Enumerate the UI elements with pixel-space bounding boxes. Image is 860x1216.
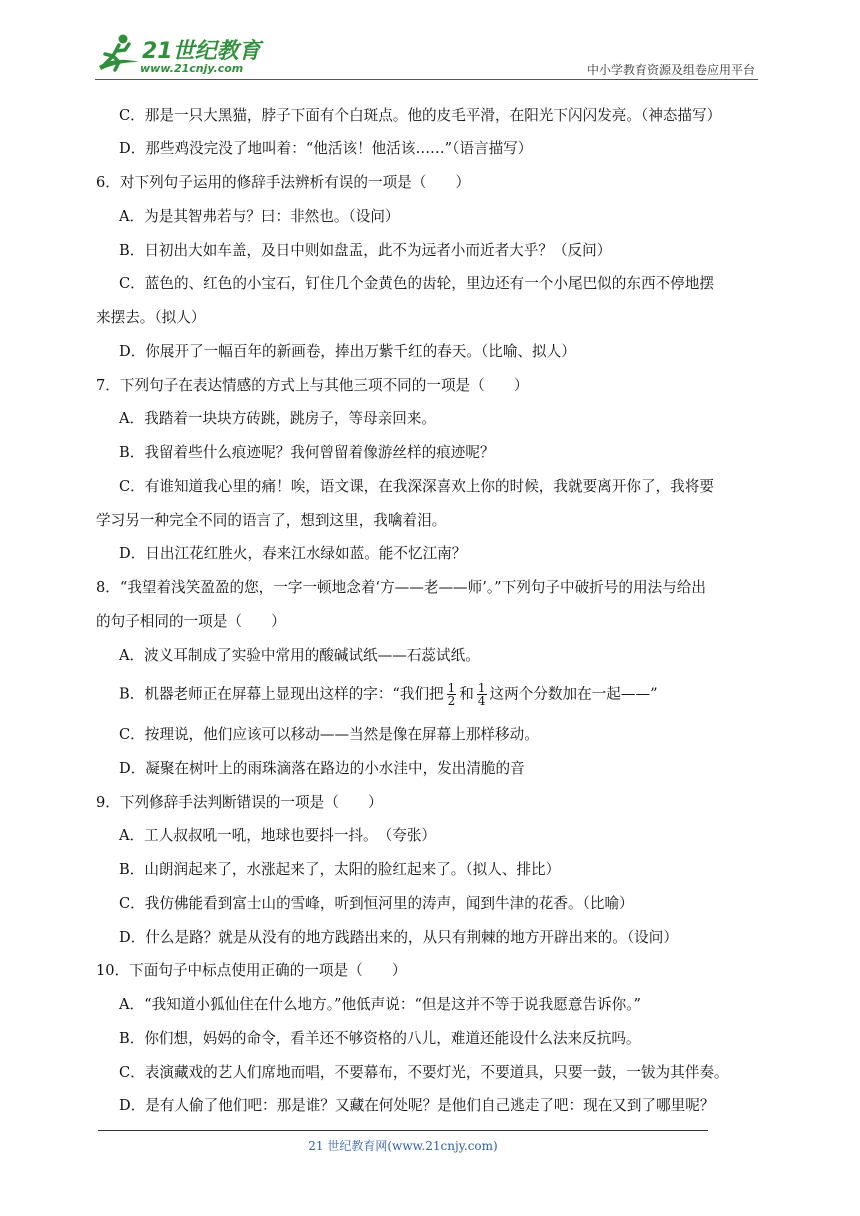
option-line: D．什么是路？就是从没有的地方践踏出来的，从只有荆棘的地方开辟出来的。（设问）: [119, 929, 678, 946]
option-line: A．“我知道小狐仙住在什么地方。”他低声说：“但是这并不等于说我愿意告诉你。”: [119, 996, 641, 1013]
option-b-suffix: 这两个分数加在一起——”: [489, 685, 658, 703]
option-line: C．按理说，他们应该可以移动——当然是像在屏幕上那样移动。: [119, 726, 539, 743]
option-line: B．山朗润起来了，水涨起来了，太阳的脸红起来了。（拟人、排比）: [119, 861, 561, 878]
question-stem: 9．下列修辞手法判断错误的一项是（ ）: [96, 794, 383, 811]
option-b-mid: 和: [459, 685, 474, 703]
option-line: D．你展开了一幅百年的新画卷，捧出万紫千红的春天。（比喻、拟人）: [119, 343, 576, 360]
text-line: D．那些鸡没完没了地叫着：“他活该！他活该……”（语言描写）: [119, 140, 533, 157]
logo-text: 21世纪教育: [142, 39, 261, 64]
option-line: C．表演藏戏的艺人们席地而唱，不要幕布，不要灯光，不要道具，只要一鼓，一钹为其伴奏。: [119, 1064, 729, 1081]
option-b-prefix: B．机器老师正在屏幕上显现出这样的字：“我们把: [119, 685, 444, 703]
option-line: D．凝聚在树叶上的雨珠滴落在路边的小水洼中，发出清脆的音: [119, 760, 525, 777]
option-line-fractions: [119, 682, 658, 707]
option-line: A．我踏着一块块方砖跳，跳房子，等母亲回来。: [119, 410, 437, 427]
option-line: C．蓝色的、红色的小宝石，钉住几个金黄色的齿轮，里边还有一个小尾巴似的东西不停地摆: [119, 275, 714, 292]
platform-tagline: 中小学教育资源及组卷应用平台: [586, 63, 755, 77]
question-stem: 6．对下列句子运用的修辞手法辨析有误的一项是（ ）: [96, 174, 471, 191]
option-line: A．为是其智弗若与？曰：非然也。（设问）: [119, 208, 400, 225]
question-stem: 10．下面句子中标点使用正确的一项是（ ）: [96, 962, 407, 979]
option-line: C．有谁知道我心里的痛！唉，语文课，在我深深喜欢上你的时候，我就要离开你了，我将要: [119, 478, 714, 495]
question-stem: 8．“我望着浅笑盈盈的您，一字一顿地念着‘方——老——师’。”下列句子中破折号的用法与给出: [96, 579, 706, 596]
option-line-continued: 来摆去。（拟人）: [96, 309, 206, 326]
fraction-one-half: $\frac{1}{2}$: [447, 681, 456, 708]
site-logo[interactable]: [95, 30, 265, 82]
option-line: D．日出江花红胜火，春来江水绿如蓝。能不忆江南？: [119, 545, 467, 562]
option-line: A．工人叔叔吼一吼，地球也要抖一抖。 （夸张）: [119, 827, 437, 844]
question-stem-continued: 的句子相同的一项是（ ）: [96, 613, 286, 630]
page-footer[interactable]: 21 世纪教育网(www.21cnjy.com): [308, 1139, 498, 1153]
option-line-continued: 学习另一种完全不同的语言了，想到这里，我噙着泪。: [96, 512, 447, 529]
option-line: B．你们想，妈妈的命令，看羊还不够资格的八儿，难道还能设什么法来反抗吗。: [119, 1030, 641, 1047]
question-stem: 7．下列句子在表达情感的方式上与其他三项不同的一项是（ ）: [96, 377, 529, 394]
option-line: B．日初出大如车盖，及日中则如盘盂，此不为远者小而近者大乎？（反问）: [119, 242, 612, 259]
runner-logo-icon: [95, 32, 145, 78]
option-line: A．波义耳制成了实验中常用的酸碱试纸——石蕊试纸。: [119, 647, 480, 664]
option-line: B．我留着些什么痕迹呢？我何曾留着像游丝样的痕迹呢？: [119, 444, 495, 461]
text-line: C．那是一只大黑猫，脖子下面有个白斑点。他的皮毛平滑，在阳光下闪闪发亮。（神态描写）: [119, 107, 722, 124]
option-line: C．我仿佛能看到富士山的雪峰，听到恒河里的涛声，闻到牛津的花香。（比喻）: [119, 895, 634, 912]
logo-url: www.21cnjy.com: [140, 62, 244, 75]
option-line: D．是有人偷了他们吧：那是谁？又藏在何处呢？是他们自己逃走了吧：现在又到了哪里呢？: [119, 1097, 715, 1114]
page-header: [95, 30, 755, 82]
footer-divider: [98, 1130, 708, 1131]
fraction-one-quarter: $\frac{1}{4}$: [477, 681, 486, 708]
header-divider: [95, 79, 758, 80]
